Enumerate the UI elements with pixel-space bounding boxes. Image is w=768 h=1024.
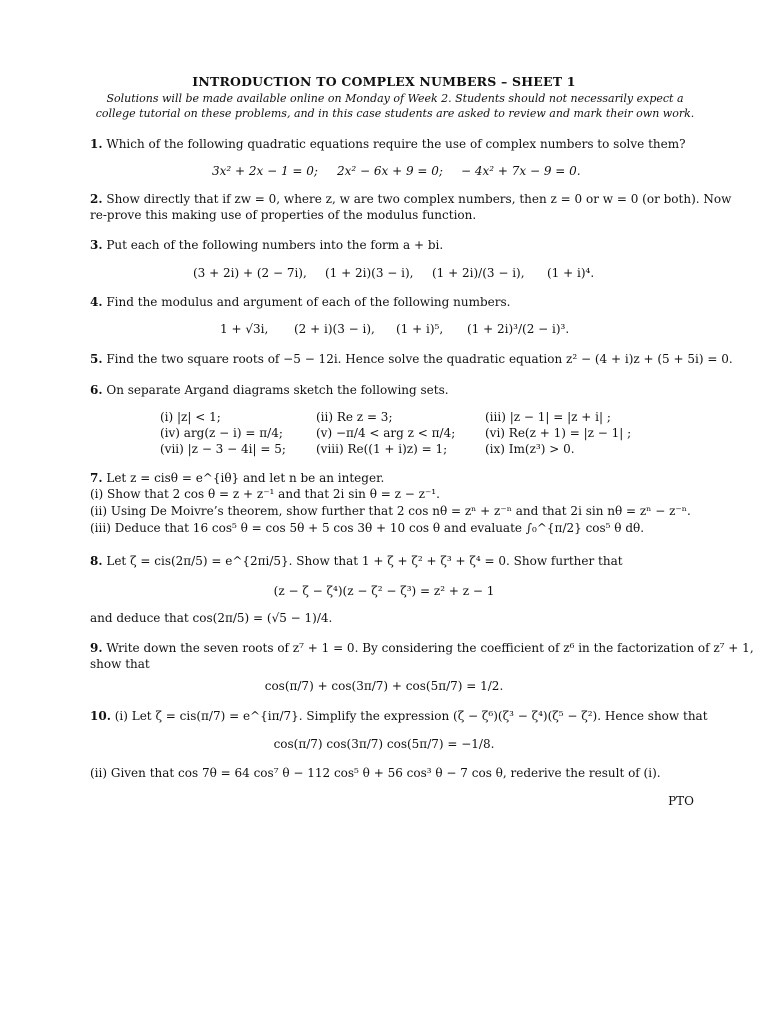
question-text: Write down the seven roots of z⁷ + 1 = 0. By considering the coefficient of z⁶ in the factorization of z⁷ + 1,: [106, 641, 754, 655]
set-item: (iv) arg(z − i) = π/4;: [160, 426, 283, 440]
question-part: (ii) Given that cos 7θ = 64 cos⁷ θ − 112 cos⁵ θ + 56 cos³ θ − 7 cos θ, rederive the result of (i).: [90, 766, 661, 780]
question-5: [90, 351, 733, 367]
display-equation: cos(π/7) cos(3π/7) cos(5π/7) = −1/8.: [273, 737, 495, 751]
equation: 3x² + 2x − 1 = 0;: [212, 164, 318, 178]
display-equation: (z − ζ − ζ⁴)(z − ζ² − ζ³) = z² + z − 1: [273, 584, 495, 598]
question-text-continued: and deduce that cos(2π/5) = (√5 − 1)/4.: [90, 611, 333, 625]
equation: 2x² − 6x + 9 = 0;: [337, 164, 443, 178]
sheet-title: INTRODUCTION TO COMPLEX NUMBERS – SHEET 1: [192, 74, 576, 89]
question-6: [90, 382, 449, 398]
expression: (1 + 2i)(3 − i),: [325, 266, 414, 280]
set-item: (ix) Im(z³) > 0.: [485, 442, 575, 456]
question-7: [90, 470, 384, 486]
question-text: Let z = cisθ = e^{iθ} and let n be an integer.: [106, 471, 385, 485]
expression: 1 + √3i,: [220, 322, 269, 336]
expression: (1 + i)⁴.: [547, 266, 595, 280]
set-item: (i) |z| < 1;: [160, 410, 221, 424]
question-part: (ii) Using De Moivre’s theorem, show further that 2 cos nθ = zⁿ + z⁻ⁿ and that 2i sin nθ = zⁿ − z⁻ⁿ.: [90, 504, 691, 518]
question-number: 5.: [90, 352, 103, 366]
set-item: (vii) |z − 3 − 4i| = 5;: [160, 442, 286, 456]
question-text: On separate Argand diagrams sketch the following sets.: [106, 383, 449, 397]
question-number: 8.: [90, 554, 103, 568]
question-part: (iii) Deduce that 16 cos⁵ θ = cos 5θ + 5 cos 3θ + 10 cos θ and evaluate ∫₀^{π/2} cos⁵ θ dθ.: [90, 521, 645, 535]
question-part: (i) Show that 2 cos θ = z + z⁻¹ and that 2i sin θ = z − z⁻¹.: [90, 487, 440, 501]
question-number: 1.: [90, 137, 103, 151]
question-number: 6.: [90, 383, 103, 397]
expression: (1 + 2i)³/(2 − i)³.: [467, 322, 570, 336]
sheet-subtitle: Solutions will be made available online on Monday of Week 2. Students should not necessarily expect a college tutorial on these problems, and in this case students are asked to review and mark their own work.: [95, 92, 695, 120]
page-turn-note: PTO: [668, 794, 694, 808]
question-2: [90, 191, 731, 207]
question-text: Find the two square roots of −5 − 12i. Hence solve the quadratic equation z² − (4 + i)z + (5 + 5i) = 0.: [106, 352, 733, 366]
set-item: (vi) Re(z + 1) = |z − 1| ;: [485, 426, 632, 440]
question-number: 3.: [90, 238, 103, 252]
question-number: 10.: [90, 709, 111, 723]
expression: (2 + i)(3 − i),: [294, 322, 375, 336]
question-text: Find the modulus and argument of each of the following numbers.: [106, 295, 511, 309]
expression: (1 + i)⁵,: [396, 322, 444, 336]
question-text: Which of the following quadratic equations require the use of complex numbers to solve them?: [106, 137, 686, 151]
expression: (3 + 2i) + (2 − 7i),: [193, 266, 307, 280]
question-number: 4.: [90, 295, 103, 309]
set-item: (viii) Re((1 + i)z) = 1;: [316, 442, 448, 456]
question-text-continued: show that: [90, 657, 150, 671]
question-text: Show directly that if zw = 0, where z, w are two complex numbers, then z = 0 or w = 0 (or both). Now: [106, 192, 732, 206]
question-text: Put each of the following numbers into the form a + bi.: [106, 238, 444, 252]
display-equation: cos(π/7) + cos(3π/7) + cos(5π/7) = 1/2.: [264, 679, 504, 693]
set-item: (v) −π/4 < arg z < π/4;: [316, 426, 456, 440]
question-10: [90, 708, 708, 724]
expression: (1 + 2i)/(3 − i),: [432, 266, 525, 280]
set-item: (iii) |z − 1| = |z + i| ;: [485, 410, 611, 424]
question-text-continued: re-prove this making use of properties of the modulus function.: [90, 208, 477, 222]
question-number: 9.: [90, 641, 103, 655]
question-number: 2.: [90, 192, 103, 206]
set-item: (ii) Re z = 3;: [316, 410, 393, 424]
question-3: [90, 237, 443, 253]
question-4: [90, 294, 510, 310]
question-9: [90, 640, 754, 656]
question-text: Let ζ = cis(2π/5) = e^{2πi/5}. Show that 1 + ζ + ζ² + ζ³ + ζ⁴ = 0. Show further that: [106, 554, 623, 568]
question-number: 7.: [90, 471, 103, 485]
question-text: (i) Let ζ = cis(π/7) = e^{iπ/7}. Simplify the expression (ζ − ζ⁶)(ζ³ − ζ⁴)(ζ⁵ − ζ²). Hence show that: [114, 709, 708, 723]
question-1: [90, 136, 686, 152]
equation: − 4x² + 7x − 9 = 0.: [461, 164, 581, 178]
question-8: [90, 553, 623, 569]
